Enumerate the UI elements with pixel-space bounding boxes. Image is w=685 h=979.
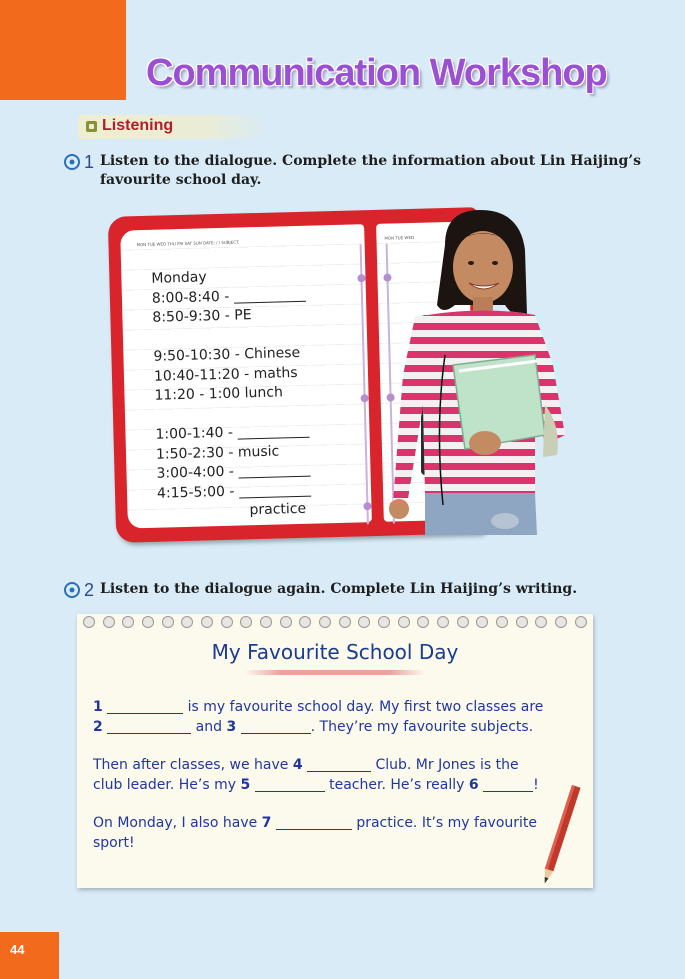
question-2 bbox=[64, 580, 577, 602]
notebook-left-page bbox=[120, 224, 372, 528]
timetable-row: 9:50-10:30 - Chinese bbox=[153, 344, 301, 365]
blank-number: 5 bbox=[240, 776, 251, 793]
section-label: Listening bbox=[102, 117, 174, 134]
answer-blank[interactable] bbox=[241, 719, 311, 734]
timetable-row: 3:00-4:00 - bbox=[156, 461, 310, 485]
blank-number: 2 bbox=[93, 718, 103, 735]
notebook-day-bar-right: MON TUE WED bbox=[384, 234, 415, 241]
timetable-day: Monday bbox=[151, 269, 207, 287]
timetable-row: 11:20 - 1:00 lunch bbox=[154, 384, 284, 404]
blank-number: 4 bbox=[292, 757, 303, 773]
answer-blank[interactable] bbox=[276, 815, 352, 830]
answer-blank[interactable] bbox=[237, 423, 309, 440]
answer-blank[interactable] bbox=[255, 777, 325, 792]
answer-blank[interactable] bbox=[483, 777, 533, 792]
answer-blank[interactable] bbox=[107, 719, 191, 734]
card-title: My Favourite School Day bbox=[211, 640, 459, 664]
notebook-day-bar: MON TUE WED THU FRI SAT SUN DATE: / / SUBJECT: bbox=[136, 239, 240, 248]
answer-blank[interactable] bbox=[107, 699, 183, 714]
paragraph-1: 1 is my favourite school day. My first two classes are 2 and 3 . They’re my favourite subjects. bbox=[93, 699, 544, 735]
timetable-row: 4:15-5:00 - bbox=[157, 480, 311, 504]
section-header bbox=[78, 115, 268, 139]
section-bullet-icon bbox=[86, 121, 97, 132]
blank-number: 7 bbox=[261, 815, 272, 831]
notebook-binding bbox=[357, 244, 372, 524]
pencil-icon bbox=[536, 780, 586, 890]
blank-number: 6 bbox=[468, 776, 479, 793]
writing-card bbox=[77, 614, 593, 888]
audio-cd-icon bbox=[64, 580, 84, 600]
question-text-line-2: favourite school day. bbox=[100, 172, 262, 188]
paragraph-2: Then after classes, we have 4 Club. Mr Jones is the club leader. He’s my 5 teacher. He’s really 6 ! bbox=[93, 757, 539, 793]
card-binding-holes bbox=[83, 616, 587, 632]
page-number: 44 bbox=[10, 942, 25, 957]
answer-blank[interactable] bbox=[234, 286, 306, 303]
question-number: 1 bbox=[84, 152, 95, 172]
blank-number: 1 bbox=[93, 699, 103, 715]
timetable-row: 8:00-8:40 - bbox=[152, 285, 306, 309]
answer-blank[interactable] bbox=[307, 757, 371, 772]
blank-number: 3 bbox=[226, 718, 237, 735]
audio-cd-icon bbox=[64, 152, 84, 172]
question-text-line-1: Listen to the dialogue. Complete the information about Lin Haijing’s bbox=[100, 153, 641, 169]
card-body bbox=[93, 698, 563, 872]
paragraph-3: On Monday, I also have 7 practice. It’s my favourite sport! bbox=[93, 815, 537, 851]
page-number-box bbox=[0, 932, 59, 979]
page-title: Communication Workshop bbox=[146, 52, 607, 94]
timetable-row: 8:50-9:30 - PE bbox=[152, 307, 252, 326]
timetable bbox=[151, 266, 311, 523]
timetable-row: 1:00-1:40 - bbox=[155, 422, 309, 446]
timetable-row: 10:40-11:20 - maths bbox=[153, 364, 298, 385]
question-number: 2 bbox=[84, 580, 95, 600]
question-1 bbox=[64, 152, 641, 190]
card-title-underline bbox=[245, 670, 425, 675]
corner-tab bbox=[0, 0, 126, 100]
question-text: Listen to the dialogue again. Complete Lin Haijing’s writing. bbox=[100, 581, 578, 597]
student-girl-image bbox=[385, 205, 575, 535]
answer-blank[interactable] bbox=[238, 462, 310, 479]
timetable-practice: practice bbox=[249, 500, 307, 519]
timetable-row: 1:50-2:30 - music bbox=[155, 442, 280, 463]
question-text bbox=[100, 152, 641, 190]
answer-blank[interactable] bbox=[239, 481, 311, 498]
